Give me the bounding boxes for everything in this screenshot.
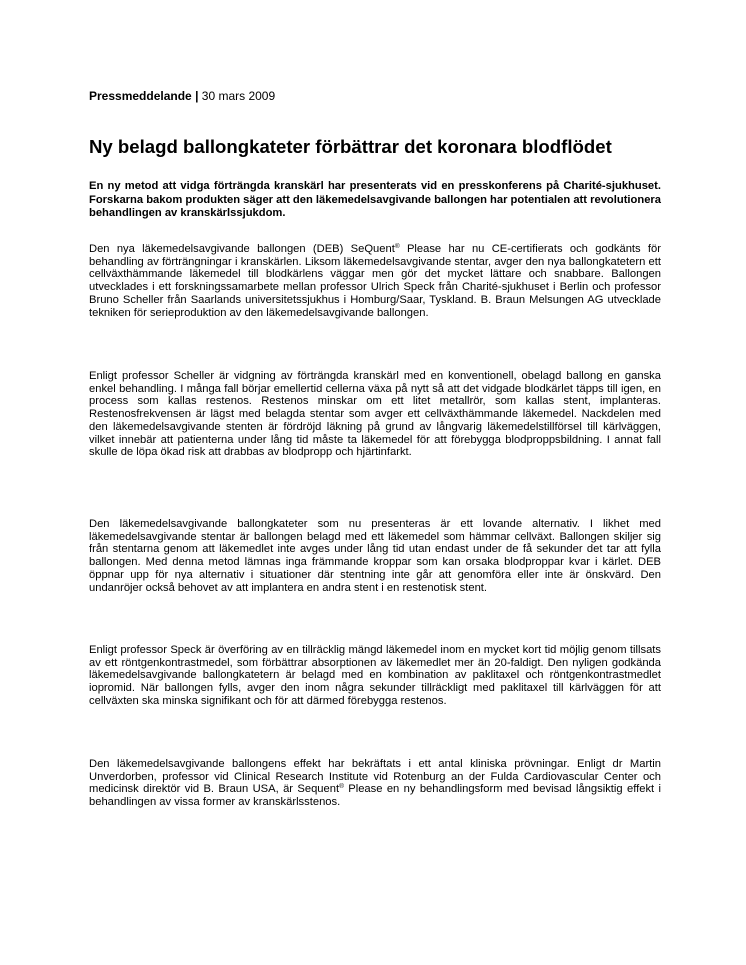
- body-paragraph-3: Den läkemedelsavgivande ballongkateter som nu presenteras är ett lovande alternativ. I likhet med läkemedelsavgivande stentar är ballongen belagd med ett läkemedel som hämmar cellväxt. Ballongen skiljer sig från stentarna genom att läkemedlet inte avges under lång tid utan endast under de få sekunder det tar att fylla ballongen. Med denna metod lämnas inga främmande kroppar som kan orsaka blodproppar kvar i kärlet. DEB öppnar upp för nya alternativ i situationer där stentning inte går att genomföra eller inte är önskvärd. Den undanröjer också behovet av att implantera en andra stent i en restenotisk stent.: [89, 518, 661, 594]
- paragraph-text-after-mark: Please en ny behandlingsform med bevisad långsiktig effekt i behandlingen av vissa former av kranskärlsstenos.: [89, 783, 661, 809]
- lead-paragraph: En ny metod att vidga förträngda kranskärl har presenterats vid en presskonferens på Charité-sjukhuset. Forskarna bakom produkten säger att den läkemedelsavgivande ballongen har potentialen att revolutionera behandlingen av kranskärlssjukdom.: [89, 180, 661, 220]
- dateline: [89, 89, 275, 104]
- dateline-separator: |: [195, 89, 199, 103]
- headline: Ny belagd ballongkateter förbättrar det koronara blodflödet: [89, 136, 612, 157]
- registered-trademark-mark: ®: [339, 783, 344, 791]
- body-paragraph-2: Enligt professor Scheller är vidgning av förträngda kranskärl med en konventionell, obelagd ballong en ganska enkel behandling. I många fall börjar emellertid cellerna växa på nytt så att det vidgade blodkärlet täpps till igen, en process som kallas restenos. Restenos minskar om ett litet metallrör, som kallas stent, implanteras. Restenosfrekvensen är lägst med belagda stentar som avger ett cellväxthämmande läkemedel. Nackdelen med den läkemedelsavgivande stenten är fördröjd läkning på grund av långvarig läkemedelstillförsel till kärlväggen, vilket innebär att patienterna under lång tid måste ta läkemedel för att förebygga blodproppsbildning. I annat fall skulle de löpa ökad risk att drabbas av blodpropp och hjärtinfarkt.: [89, 370, 661, 459]
- body-paragraph-5: [89, 758, 661, 809]
- dateline-label: Pressmeddelande: [89, 89, 192, 103]
- paragraph-text-before-mark: Den läkemedelsavgivande ballongens effekt har bekräftats i ett antal kliniska prövningar. Enligt dr Martin Unverdorben, professor vid Clinical Research Institute vid Rotenburg an der Fulda Cardiovascular Center och medicinsk direktör vid B. Braun USA, är Sequent: [89, 758, 661, 796]
- body-paragraph-4: Enligt professor Speck är överföring av en tillräcklig mängd läkemedel inom en mycket kort tid möjlig genom tillsats av ett röntgenkontrastmedel, som förbättrar absorptionen av läkemedlet mer än 20-faldigt. Den nyligen godkända läkemedelsavgivande ballongkatetern är belagd med en kombination av paklitaxel och röntgenkontrastmedlet iopromid. När ballongen fylls, avger den inom några sekunder tillräckligt med paklitaxel till kärlväggen för att cellväxten ska minska signifikant och för att därmed förebygga restenos.: [89, 644, 661, 707]
- paragraph-text-after-mark: Please har nu CE-certifierats och godkänts för behandling av förträngningar i kranskärlen. Liksom läkemedelsavgivande stentar, avger den nya ballongkatetern ett cellväxthämmande läkemedel till blodkärlens väggar men gör det mycket lättare och snabbare. Ballongen utvecklades i ett forskningssamarbete mellan professor Ulrich Speck från Charité-sjukhuset i Berlin och professor Bruno Scheller från Saarlands universitetssjukhus i Homburg/Saar, Tyskland. B. Braun Melsungen AG utvecklade tekniken för serieproduktion av den läkemedelsavgivande ballongen.: [89, 243, 661, 319]
- dateline-date: 30 mars 2009: [201, 89, 276, 103]
- paragraph-text-before-mark: Den nya läkemedelsavgivande ballongen (DEB) SeQuent: [89, 243, 395, 255]
- registered-trademark-mark: ®: [394, 243, 400, 250]
- body-paragraph-1: [89, 243, 661, 319]
